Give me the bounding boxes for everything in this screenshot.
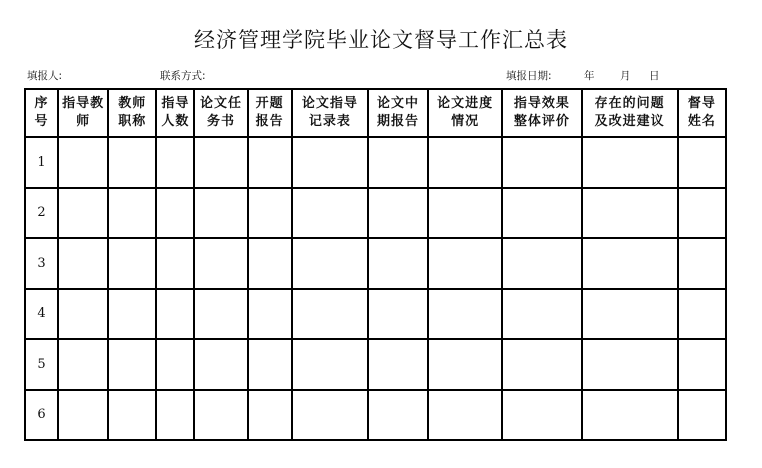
table-cell[interactable] xyxy=(108,188,156,239)
table-cell[interactable] xyxy=(194,188,247,239)
table-cell[interactable] xyxy=(502,390,581,441)
header-cell-midterm-report: 论文中 期报告 xyxy=(368,89,428,137)
table-cell[interactable] xyxy=(582,238,678,289)
table-cell[interactable] xyxy=(292,339,368,390)
row-index-cell: 3 xyxy=(25,238,58,289)
table-cell[interactable] xyxy=(678,390,726,441)
table-cell[interactable] xyxy=(368,238,428,289)
table-cell[interactable] xyxy=(582,339,678,390)
table-cell[interactable] xyxy=(248,289,292,340)
table-cell[interactable] xyxy=(678,289,726,340)
table-cell[interactable] xyxy=(428,339,502,390)
table-cell[interactable] xyxy=(678,238,726,289)
header-cell-student-count: 指导 人数 xyxy=(156,89,194,137)
header-cell-supervisor: 指导教 师 xyxy=(58,89,108,137)
header-row xyxy=(25,89,726,137)
table-cell[interactable] xyxy=(194,390,247,441)
table-row xyxy=(25,289,726,340)
table-cell[interactable] xyxy=(502,238,581,289)
table-row xyxy=(25,137,726,188)
table-cell[interactable] xyxy=(292,188,368,239)
filler-label: 填报人: xyxy=(27,70,63,82)
table-cell[interactable] xyxy=(194,137,247,188)
table-cell[interactable] xyxy=(58,289,108,340)
table-cell[interactable] xyxy=(248,339,292,390)
table-cell[interactable] xyxy=(248,188,292,239)
table-row xyxy=(25,390,726,441)
table-row xyxy=(25,238,726,289)
table-cell[interactable] xyxy=(108,390,156,441)
table-cell[interactable] xyxy=(502,188,581,239)
table-cell[interactable] xyxy=(582,289,678,340)
table-cell[interactable] xyxy=(428,390,502,441)
header-cell-progress: 论文进度 情况 xyxy=(428,89,502,137)
header-cell-problems: 存在的问题 及改进建议 xyxy=(582,89,678,137)
table-cell[interactable] xyxy=(108,339,156,390)
table-row xyxy=(25,339,726,390)
table-cell[interactable] xyxy=(582,390,678,441)
table-cell[interactable] xyxy=(156,137,194,188)
header-cell-title: 教师 职称 xyxy=(108,89,156,137)
header-cell-task-book: 论文任 务书 xyxy=(194,89,247,137)
contact-label: 联系方式: xyxy=(160,70,206,82)
table-cell[interactable] xyxy=(58,137,108,188)
table-cell[interactable] xyxy=(108,289,156,340)
row-index-cell: 6 xyxy=(25,390,58,441)
table-cell[interactable] xyxy=(368,188,428,239)
row-index-cell: 5 xyxy=(25,339,58,390)
table-cell[interactable] xyxy=(368,289,428,340)
table-cell[interactable] xyxy=(428,238,502,289)
table-cell[interactable] xyxy=(678,137,726,188)
table-cell[interactable] xyxy=(156,188,194,239)
header-cell-inspector-name: 督导 姓名 xyxy=(678,89,726,137)
table-cell[interactable] xyxy=(248,390,292,441)
day-label: 日 xyxy=(649,70,660,82)
table-cell[interactable] xyxy=(502,339,581,390)
table-cell[interactable] xyxy=(248,238,292,289)
table-cell[interactable] xyxy=(678,188,726,239)
table-cell[interactable] xyxy=(292,238,368,289)
row-index-cell: 1 xyxy=(25,137,58,188)
table-cell[interactable] xyxy=(582,188,678,239)
table-cell[interactable] xyxy=(368,390,428,441)
header-cell-evaluation: 指导效果 整体评价 xyxy=(502,89,581,137)
table-cell[interactable] xyxy=(58,188,108,239)
table-cell[interactable] xyxy=(502,289,581,340)
table-cell[interactable] xyxy=(194,339,247,390)
table-cell[interactable] xyxy=(428,289,502,340)
table-cell[interactable] xyxy=(156,238,194,289)
table-cell[interactable] xyxy=(582,137,678,188)
date-label: 填报日期: xyxy=(506,70,552,82)
table-cell[interactable] xyxy=(428,188,502,239)
table-cell[interactable] xyxy=(156,339,194,390)
table-cell[interactable] xyxy=(292,289,368,340)
table-cell[interactable] xyxy=(292,390,368,441)
table-row xyxy=(25,188,726,239)
row-index-cell: 2 xyxy=(25,188,58,239)
table-cell[interactable] xyxy=(502,137,581,188)
table-cell[interactable] xyxy=(156,390,194,441)
table-cell[interactable] xyxy=(194,238,247,289)
year-label: 年 xyxy=(584,70,595,82)
table-cell[interactable] xyxy=(194,289,247,340)
table-cell[interactable] xyxy=(108,137,156,188)
table-cell[interactable] xyxy=(108,238,156,289)
table-cell[interactable] xyxy=(368,137,428,188)
table-cell[interactable] xyxy=(368,339,428,390)
table-cell[interactable] xyxy=(58,390,108,441)
table-cell[interactable] xyxy=(58,238,108,289)
table-cell[interactable] xyxy=(428,137,502,188)
header-cell-index: 序 号 xyxy=(25,89,58,137)
table-cell[interactable] xyxy=(292,137,368,188)
page-title: 经济管理学院毕业论文督导工作汇总表 xyxy=(194,28,568,52)
table-cell[interactable] xyxy=(678,339,726,390)
summary-table xyxy=(24,88,727,441)
table-cell[interactable] xyxy=(248,137,292,188)
row-index-cell: 4 xyxy=(25,289,58,340)
table-cell[interactable] xyxy=(58,339,108,390)
table-cell[interactable] xyxy=(156,289,194,340)
header-cell-guidance-record: 论文指导 记录表 xyxy=(292,89,368,137)
month-label: 月 xyxy=(620,70,631,82)
header-cell-proposal: 开题 报告 xyxy=(248,89,292,137)
